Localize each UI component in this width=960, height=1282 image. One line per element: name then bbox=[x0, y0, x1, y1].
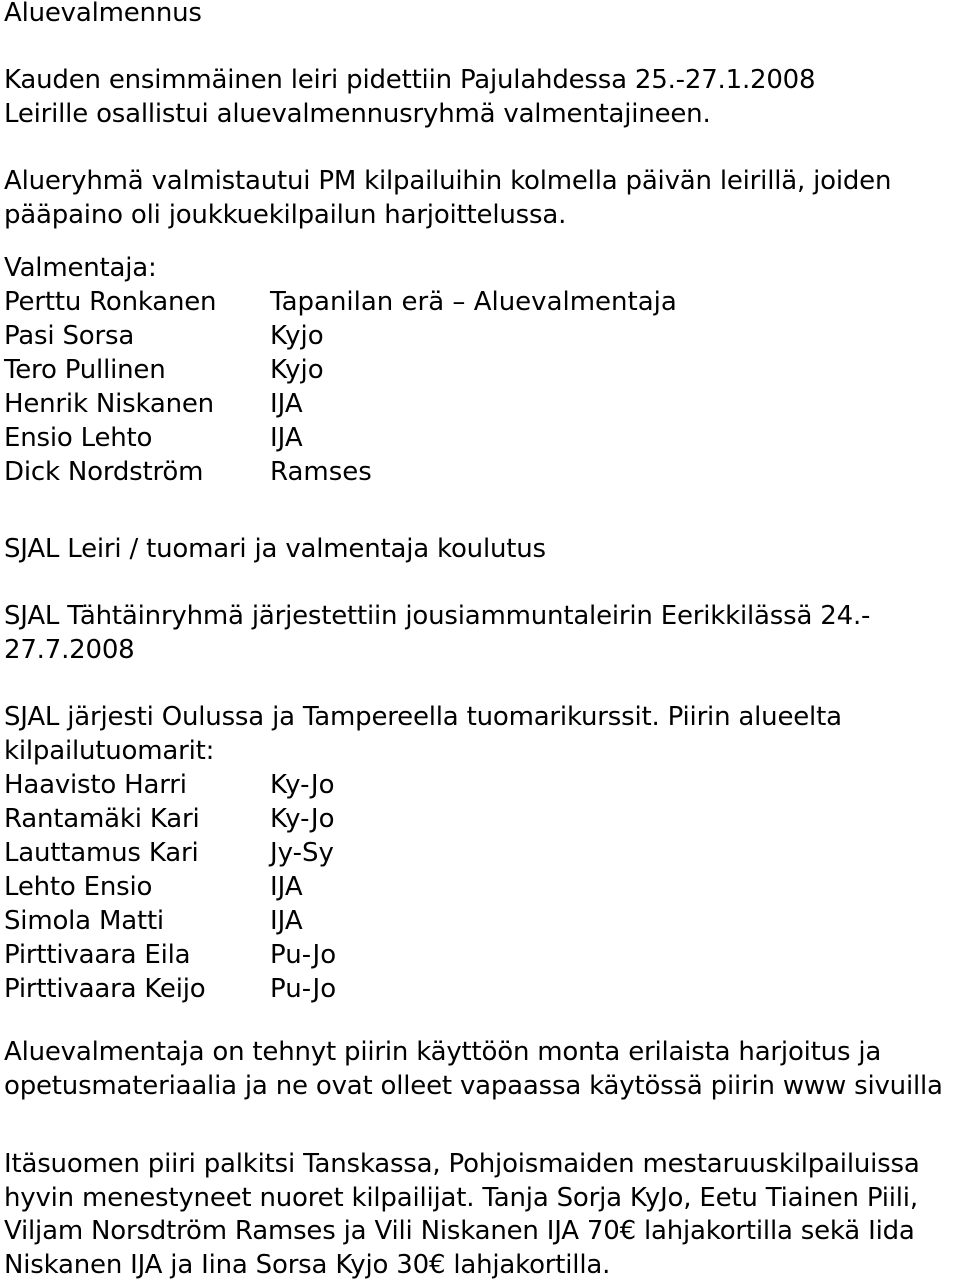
awards-line-1: Itäsuomen piiri palkitsi Tanskassa, Pohjoismaiden mestaruuskilpailuissa bbox=[4, 1149, 920, 1179]
awards-line-2: hyvin menestyneet nuoret kilpailijat. Tanja Sorja KyJo, Eetu Tiainen Piili, bbox=[4, 1183, 918, 1213]
judges-line-1: SJAL järjesti Oulussa ja Tampereella tuomarikurssit. Piirin alueelta bbox=[4, 702, 842, 732]
judge-name: Lehto Ensio bbox=[4, 872, 153, 902]
coach-name: Ensio Lehto bbox=[4, 423, 153, 453]
star-group-line-2: 27.7.2008 bbox=[4, 635, 135, 665]
judge-club: Ky-Jo bbox=[270, 770, 335, 800]
judge-row bbox=[0, 870, 960, 904]
coach-name: Henrik Niskanen bbox=[4, 389, 214, 419]
coach-club: IJA bbox=[270, 423, 303, 453]
judge-name: Pirttivaara Eila bbox=[4, 940, 191, 970]
judge-name: Rantamäki Kari bbox=[4, 804, 200, 834]
judge-club: Jy-Sy bbox=[270, 838, 334, 868]
camp-prep-line-1: Alueryhmä valmistautui PM kilpailuihin kolmella päivän leirillä, joiden bbox=[4, 166, 892, 196]
judge-club: Ky-Jo bbox=[270, 804, 335, 834]
coaches-label: Valmentaja: bbox=[4, 253, 157, 283]
materials-line-1: Aluevalmentaja on tehnyt piirin käyttöön monta erilaista harjoitus ja bbox=[4, 1037, 882, 1067]
coach-name: Tero Pullinen bbox=[4, 355, 166, 385]
camp-intro-line-2: Leirille osallistui aluevalmennusryhmä valmentajineen. bbox=[4, 99, 711, 129]
judge-row bbox=[0, 904, 960, 938]
coach-row bbox=[0, 319, 960, 353]
coach-club: Kyjo bbox=[270, 321, 324, 351]
judge-row bbox=[0, 938, 960, 972]
camp-prep-line-2: pääpaino oli joukkuekilpailun harjoittelussa. bbox=[4, 200, 567, 230]
page-heading: Aluevalmennus bbox=[4, 0, 202, 28]
coach-row bbox=[0, 421, 960, 455]
judge-row bbox=[0, 768, 960, 802]
camp-intro-line-1: Kauden ensimmäinen leiri pidettiin Pajulahdessa 25.-27.1.2008 bbox=[4, 65, 816, 95]
materials-line-2: opetusmateriaalia ja ne ovat olleet vapaassa käytössä piirin www sivuilla bbox=[4, 1071, 943, 1101]
awards-line-4: Niskanen IJA ja Iina Sorsa Kyjo 30€ lahjakortilla. bbox=[4, 1250, 611, 1280]
judge-name: Pirttivaara Keijo bbox=[4, 974, 206, 1004]
coach-row bbox=[0, 285, 960, 319]
judges-line-2: kilpailutuomarit: bbox=[4, 736, 215, 766]
judge-club: Pu-Jo bbox=[270, 974, 337, 1004]
judge-name: Lauttamus Kari bbox=[4, 838, 199, 868]
coach-row bbox=[0, 353, 960, 387]
coach-row bbox=[0, 455, 960, 489]
coach-club: Tapanilan erä – Aluevalmentaja bbox=[270, 287, 677, 317]
judge-row bbox=[0, 972, 960, 1006]
coach-row bbox=[0, 387, 960, 421]
coach-club: Kyjo bbox=[270, 355, 324, 385]
sjal-camp-title: SJAL Leiri / tuomari ja valmentaja koulutus bbox=[4, 534, 546, 564]
judge-club: Pu-Jo bbox=[270, 940, 337, 970]
coach-name: Dick Nordström bbox=[4, 457, 204, 487]
judge-club: IJA bbox=[270, 906, 303, 936]
judge-row bbox=[0, 836, 960, 870]
judge-row bbox=[0, 802, 960, 836]
judge-name: Haavisto Harri bbox=[4, 770, 187, 800]
coach-name: Pasi Sorsa bbox=[4, 321, 135, 351]
star-group-line-1: SJAL Tähtäinryhmä järjestettiin jousiammuntaleirin Eerikkilässä 24.- bbox=[4, 601, 871, 631]
awards-line-3: Viljam Norsdtröm Ramses ja Vili Niskanen IJA 70€ lahjakortilla sekä Iida bbox=[4, 1216, 915, 1246]
coach-club: IJA bbox=[270, 389, 303, 419]
coach-name: Perttu Ronkanen bbox=[4, 287, 217, 317]
judge-name: Simola Matti bbox=[4, 906, 164, 936]
judge-club: IJA bbox=[270, 872, 303, 902]
coach-club: Ramses bbox=[270, 457, 372, 487]
